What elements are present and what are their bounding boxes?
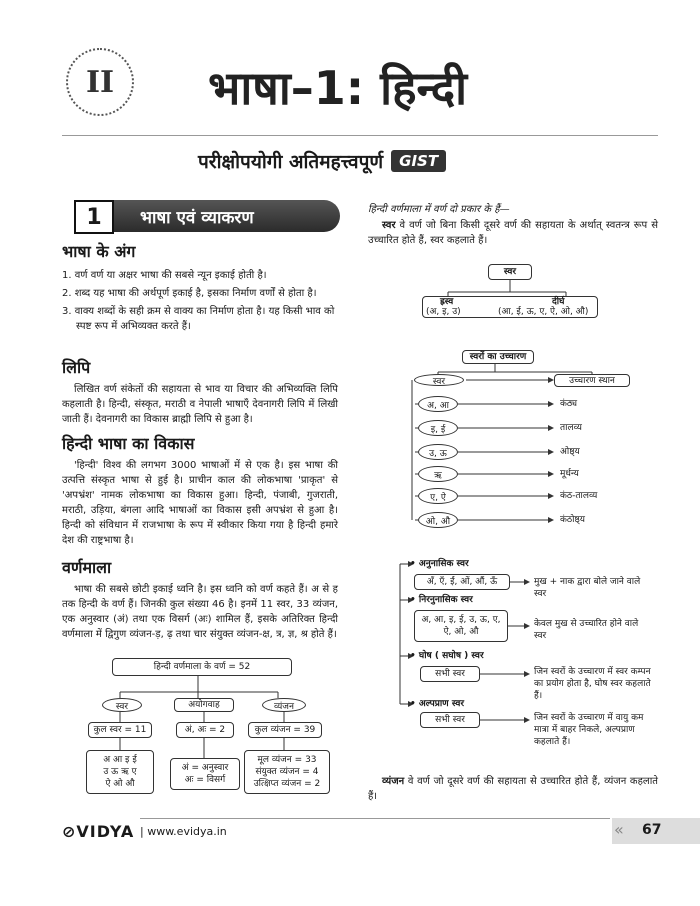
- varnamala-heading: वर्णमाला: [62, 558, 112, 577]
- type-niranunasik-desc: केवल मुख से उच्चारित होने वाले स्वर: [534, 619, 639, 641]
- tree-root: हिन्दी वर्णमाला के वर्ण = 52: [112, 658, 292, 676]
- ucharan-col-swar: स्वर: [414, 374, 464, 386]
- vyanjan-def-text: वे वर्ण जो दूसरे वर्ण की सहायता से उच्चारित होते हैं, व्यंजन कहलाते हैं।: [368, 776, 658, 802]
- ucharan-col-sthan: उच्चारण स्थान: [554, 374, 630, 387]
- tree-total-vyanjan: कुल व्यंजन = 39: [248, 722, 322, 738]
- vyanjan-list-line: उत्क्षिप्त व्यंजन = 2: [253, 779, 321, 789]
- anga-heading: भाषा के अंग: [62, 242, 136, 261]
- section-number: 1: [74, 200, 114, 234]
- vyanjan-list-line: मूल व्यंजन = 33: [257, 755, 317, 765]
- gist-text: परीक्षोपयोगी अतिमहत्त्वपूर्ण: [198, 151, 384, 173]
- chapter-number: II: [85, 64, 115, 100]
- ucharan-swar-cell: इ, ई: [418, 420, 458, 436]
- type-ghosh-desc: जिन स्वरों के उच्चारण में स्वर कम्पन का प्रयोग होता है, घोष स्वर कहलाते हैं।: [534, 667, 651, 701]
- type-niranunasik-box: अ, आ, इ, ई, उ, ऊ, ए, ऐ, ओ, औ: [414, 610, 508, 642]
- type-alpapran-box: सभी स्वर: [420, 712, 480, 728]
- footer-rule: [140, 818, 610, 819]
- ucharan-sthan-cell: ओष्ठ्य: [560, 447, 580, 457]
- chapter-title: भाषा–1: हिन्दी: [208, 61, 468, 115]
- anga-item-shabd: 2. शब्द यह भाषा की अर्थपूर्ण इकाई है, इसका निर्माण वर्णों से होता है।: [62, 288, 317, 299]
- dirgha-list: (आ, ई, ऊ, ए, ऐ, ओ, औ): [498, 307, 589, 317]
- ucharan-swar-cell: अ, आ: [418, 396, 458, 412]
- vyanjan-definition: [368, 774, 658, 804]
- vyanjan-term: व्यंजन: [382, 776, 405, 787]
- hrasva-list: (अ, इ, उ): [426, 307, 461, 317]
- swar-def-text: वे वर्ण जो बिना किसी दूसरे वर्ण की सहायता के अर्थात् स्वतन्त्र रूप से उच्चारित होते हैं, स्वर कहलाते हैं।: [368, 220, 658, 246]
- vidya-logo: ⊘VIDYA: [62, 822, 135, 841]
- footer-url-text[interactable]: www.evidya.in: [147, 825, 227, 838]
- vyanjan-list-line: संयुक्त व्यंजन = 4: [255, 767, 319, 777]
- section-title: भाषा एवं व्याकरण: [140, 207, 254, 228]
- ucharan-swar-cell: ओ, औ: [418, 512, 458, 528]
- vikas-heading: हिन्दी भाषा का विकास: [62, 434, 195, 453]
- tree-node-vyanjan: व्यंजन: [262, 698, 306, 712]
- lipi-heading: लिपि: [62, 358, 91, 377]
- varnamala-text: भाषा की सबसे छोटी इकाई ध्वनि है। इस ध्वनि को वर्ण कहते हैं। अ से ह तक हिन्दी के वर्ण हैं। जिनकी कुल संख्या 46 है। इनमें 11 स्वर, 33 व्यंजन, एक अनुस्वार (अं) तथा एक विसर्ग (अः) शामिल हैं, इसके अतिरिक्त हिन्दी वर्णमाला में द्विगुण व्यंजन-ड़, ढ़ तथा चार संयुक्त व्यंजन-क्ष, त्र, ज्ञ, श्र होते हैं।: [62, 584, 338, 640]
- swar-term: स्वर: [382, 220, 396, 231]
- ucharan-sthan-cell: तालव्य: [560, 423, 582, 433]
- type-ghosh-title: • घोष ( सघोष ) स्वर: [410, 651, 484, 661]
- swar-list-line: ऐ ओ औ: [105, 779, 135, 789]
- hrasva-label: ह्रस्व: [440, 297, 454, 307]
- dirgha-label: दीर्घ: [552, 297, 565, 307]
- type-niranunasik-title: • निरनुनासिक स्वर: [410, 595, 473, 605]
- ucharan-sthan-cell: मूर्धन्य: [560, 469, 579, 479]
- ayogvah-list-line: अं = अनुस्वार: [181, 763, 229, 773]
- tree-node-swar: स्वर: [102, 698, 142, 712]
- swar-list-line: अ आ इ ई: [103, 755, 137, 765]
- tree-node-ayogvah: अयोगवाह: [174, 698, 234, 712]
- chevron-left-icon: «: [614, 820, 624, 839]
- ucharan-sthan-cell: कंठोष्ठ्य: [560, 515, 585, 525]
- anga-item-vakya: 3. वाक्य शब्दों के सही क्रम से वाक्य का निर्माण होता है। यह किसी भाव को स्पष्ट रूप में अभिव्यक्त करते हैं।: [62, 306, 335, 332]
- type-anunasik-desc: मुख + नाक द्वारा बोले जाने वाले स्वर: [534, 577, 641, 599]
- ucharan-swar-cell: ऋ: [418, 466, 458, 482]
- ucharan-sthan-cell: कंठ-तालव्य: [560, 491, 598, 501]
- type-alpapran-title: • अल्पप्राण स्वर: [410, 699, 465, 709]
- page-number: 67: [642, 822, 662, 838]
- anga-item-varna: 1. वर्ण वर्ण या अक्षर भाषा की सबसे न्यून इकाई होती है।: [62, 270, 267, 281]
- ucharan-root: स्वरों का उच्चारण: [462, 350, 534, 364]
- ucharan-sthan-cell: कंठ्य: [560, 399, 578, 409]
- footer-url[interactable]: | www.evidya.in: [140, 825, 227, 838]
- tree-total-swar: कुल स्वर = 11: [88, 722, 152, 738]
- varna-types-intro: हिन्दी वर्णमाला में वर्ण दो प्रकार के हैं—: [368, 204, 510, 215]
- ucharan-swar-cell: ए, ऐ: [418, 488, 458, 504]
- type-ghosh-box: सभी स्वर: [420, 666, 480, 682]
- swar-list-line: उ ऊ ऋ ए: [103, 767, 137, 777]
- type-alpapran-desc: जिन स्वरों के उच्चारण में वायु कम मात्रा में बाहर निकले, अल्पप्राण कहलाते हैं।: [534, 713, 644, 747]
- vikas-text: 'हिन्दी' विश्व की लगभग 3000 भाषाओं में से एक है। इस भाषा की उत्पत्ति संस्कृत भाषा से हुई है। प्राचीन काल की लोकभाषा 'प्राकृत' से 'अपभ्रंश' नामक लोकभाषा का विकास हुआ। हिन्दी, पंजाबी, गुजराती, मराठी, उड़िया, बंगला आदि भाषाओं का विकास इसी अपभ्रंश से हुआ है। हिन्दी को संविधान में राजभाषा के रूप में स्वीकार किया गया है हिन्दी हमारे देश की राष्ट्रभाषा है।: [62, 460, 338, 546]
- swar-tree-root: स्वर: [488, 264, 532, 280]
- type-anunasik-title: • अनुनासिक स्वर: [410, 559, 469, 569]
- type-anunasik-box: अँ, एँ, ईं, ओं, औं, ऊँ: [414, 574, 510, 590]
- ayogvah-list-line: अः = विसर्ग: [184, 775, 226, 785]
- gist-tag: GIST: [391, 150, 446, 172]
- tree-total-ayogvah: अं, अः = 2: [176, 722, 234, 738]
- lipi-text: लिखित वर्ण संकेतों की सहायता से भाव या विचार की अभिव्यक्ति लिपि कहलाती है। हिन्दी, संस्कृत, मराठी व नेपाली भाषाएँ देवनागरी लिपि में लिखी जाती हैं। देवनागरी का विकास ब्राह्मी लिपि से हुआ है।: [62, 384, 338, 425]
- ucharan-swar-cell: उ, ऊ: [418, 444, 458, 460]
